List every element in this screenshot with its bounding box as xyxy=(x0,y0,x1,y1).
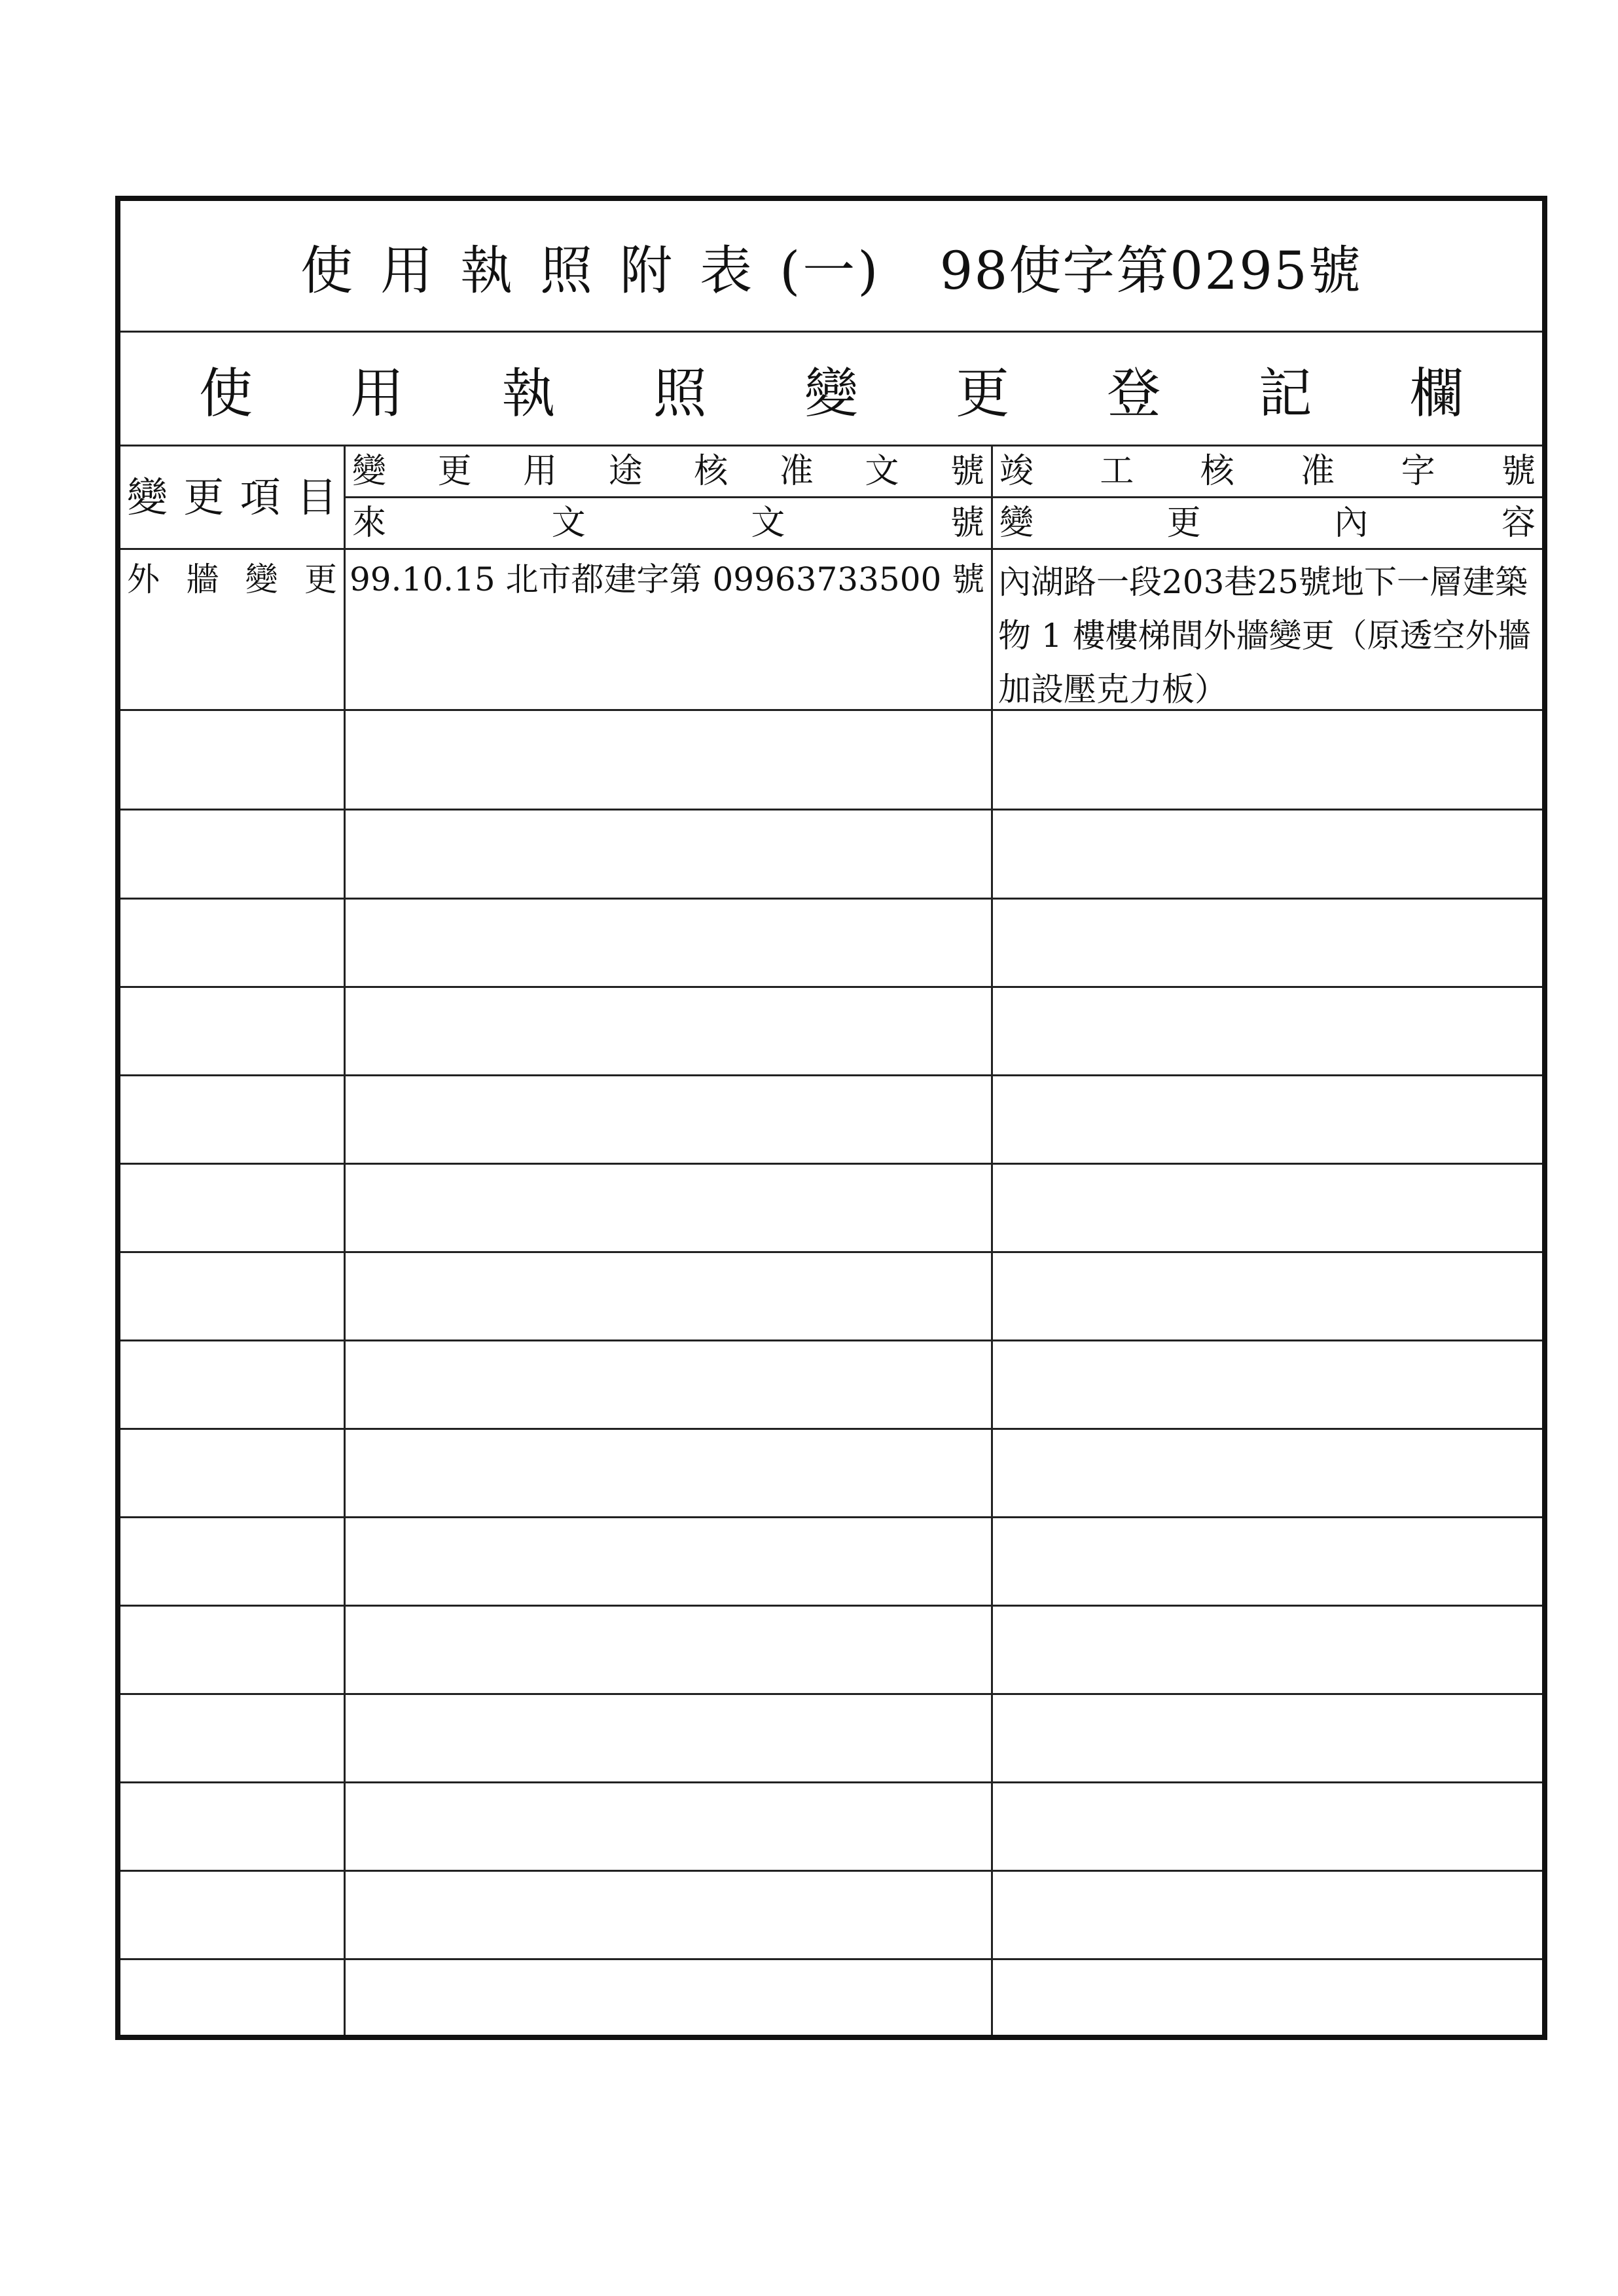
form-title xyxy=(120,201,1542,331)
usage-permit-form xyxy=(115,196,1547,2040)
header-incoming-doc-number: 來 文 文 號 xyxy=(352,503,984,543)
entry-change-item: 外 牆 變 更 xyxy=(127,560,337,598)
permit-number: 98使字第0295號 xyxy=(939,240,1362,301)
row-line xyxy=(120,1693,1542,1695)
row-line xyxy=(120,1958,1542,1960)
row-line xyxy=(120,1781,1542,1783)
column-line xyxy=(344,445,346,2035)
entry-change-content: 內湖路一段203巷25號地下一層建築 物 1 樓樓梯間外牆變更（原透空外牆 加設壓克力板） xyxy=(998,563,1531,708)
row-line xyxy=(120,809,1542,811)
header-change-content: 變 更 內 容 xyxy=(999,503,1536,543)
row-line xyxy=(120,1339,1542,1341)
row-line xyxy=(120,1870,1542,1872)
divider xyxy=(120,331,1542,333)
row-line xyxy=(120,1516,1542,1518)
title-main: 使用執照附表 xyxy=(300,240,780,301)
row-line xyxy=(120,1428,1542,1430)
row-line xyxy=(120,709,1542,711)
row-line xyxy=(120,1163,1542,1165)
row-line xyxy=(120,986,1542,988)
row-line xyxy=(120,898,1542,900)
entry-doc-number: 99.10.15 北市都建字第 09963733500 號 xyxy=(350,560,985,598)
row-line xyxy=(120,1605,1542,1607)
title-paren: (一) xyxy=(780,240,881,301)
form-subtitle: 使 用 執 照 變 更 登 記 欄 xyxy=(199,362,1464,425)
header-change-item: 變 更 項 目 xyxy=(127,473,337,521)
header-approval-doc-number: 變 更 用 途 核 准 文 號 xyxy=(352,451,984,491)
row-line xyxy=(120,1074,1542,1076)
column-line xyxy=(991,445,993,2035)
header-completion-number: 竣 工 核 准 字 號 xyxy=(999,451,1536,491)
row-line xyxy=(120,1251,1542,1253)
